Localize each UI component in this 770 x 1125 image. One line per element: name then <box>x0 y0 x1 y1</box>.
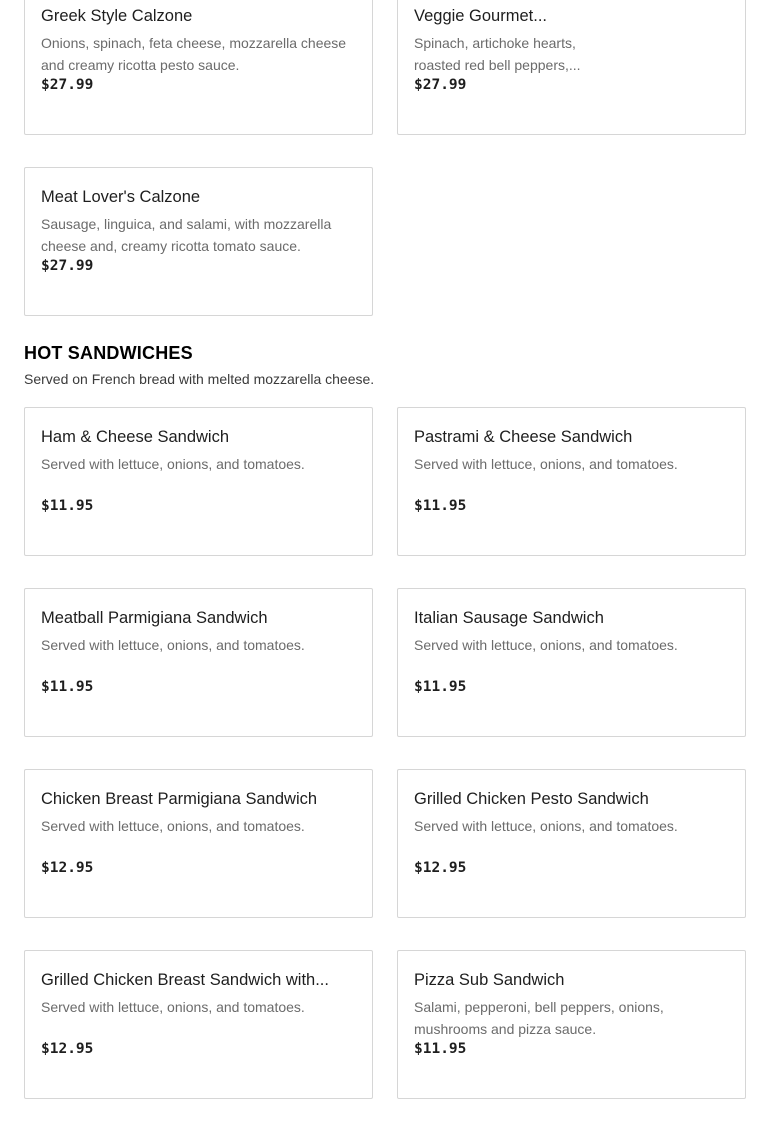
menu-item-card[interactable] <box>24 950 373 1099</box>
menu-item-price: $11.95 <box>414 679 467 695</box>
menu-item-card[interactable] <box>24 769 373 918</box>
menu-item-description: Salami, pepperoni, bell peppers, onions, mushrooms and pizza sauce. <box>414 999 664 1037</box>
menu-item-description: Onions, spinach, feta cheese, mozzarella cheese and creamy ricotta pesto sauce. <box>41 35 347 73</box>
calzone-grid <box>24 0 746 316</box>
menu-item-name: Meat Lover's Calzone <box>41 188 201 206</box>
menu-item-description: Served with lettuce, onions, and tomatoes. <box>41 818 305 834</box>
menu-item-name: Pizza Sub Sandwich <box>414 971 565 989</box>
menu-item-price: $27.99 <box>41 258 94 274</box>
menu-item-price: $11.95 <box>41 679 94 695</box>
menu-item-price: $11.95 <box>414 1041 467 1057</box>
section-title: HOT SANDWICHES <box>24 343 193 363</box>
menu-item-price: $12.95 <box>414 860 467 876</box>
menu-item-description: Sausage, linguica, and salami, with mozzarella cheese and, creamy ricotta tomato sauce. <box>41 216 332 254</box>
menu-item-card[interactable] <box>397 407 746 556</box>
menu-item-price: $12.95 <box>41 1041 94 1057</box>
section-header-hot-sandwiches <box>24 343 746 388</box>
menu-item-card[interactable] <box>397 588 746 737</box>
menu-item-card[interactable] <box>397 950 746 1099</box>
menu-item-card[interactable] <box>24 0 373 135</box>
menu-item-price: $27.99 <box>41 77 94 93</box>
menu-item-name: Veggie Gourmet... <box>414 7 547 25</box>
hot-sandwiches-grid <box>24 407 746 1099</box>
section-description: Served on French bread with melted mozzarella cheese. <box>24 371 375 387</box>
menu-item-name: Italian Sausage Sandwich <box>414 609 604 627</box>
menu-item-name: Chicken Breast Parmigiana Sandwich <box>41 790 318 808</box>
menu-item-description: Served with lettuce, onions, and tomatoes. <box>414 456 678 472</box>
menu-item-name: Grilled Chicken Breast Sandwich with... <box>41 971 329 989</box>
menu-item-card[interactable] <box>24 167 373 316</box>
menu-item-price: $12.95 <box>41 860 94 876</box>
menu-item-description: Served with lettuce, onions, and tomatoes. <box>41 637 305 653</box>
menu-item-description: Served with lettuce, onions, and tomatoes. <box>41 456 305 472</box>
menu-item-price: $11.95 <box>414 498 467 514</box>
menu-item-price: $27.99 <box>414 77 467 93</box>
menu-item-description: Served with lettuce, onions, and tomatoes. <box>41 999 305 1015</box>
menu-item-name: Greek Style Calzone <box>41 7 193 25</box>
menu-item-description: Served with lettuce, onions, and tomatoes. <box>414 637 678 653</box>
menu-item-price: $11.95 <box>41 498 94 514</box>
menu-item-name: Grilled Chicken Pesto Sandwich <box>414 790 649 808</box>
menu-item-name: Pastrami & Cheese Sandwich <box>414 428 633 446</box>
menu-item-card[interactable] <box>397 0 746 135</box>
menu-item-card[interactable] <box>397 769 746 918</box>
menu-item-description: Spinach, artichoke hearts, roasted red bell peppers,... <box>414 35 581 73</box>
menu-item-description: Served with lettuce, onions, and tomatoes. <box>414 818 678 834</box>
menu-item-name: Meatball Parmigiana Sandwich <box>41 609 268 627</box>
menu-item-card[interactable] <box>24 588 373 737</box>
menu-item-card[interactable] <box>24 407 373 556</box>
menu-item-name: Ham & Cheese Sandwich <box>41 428 230 446</box>
